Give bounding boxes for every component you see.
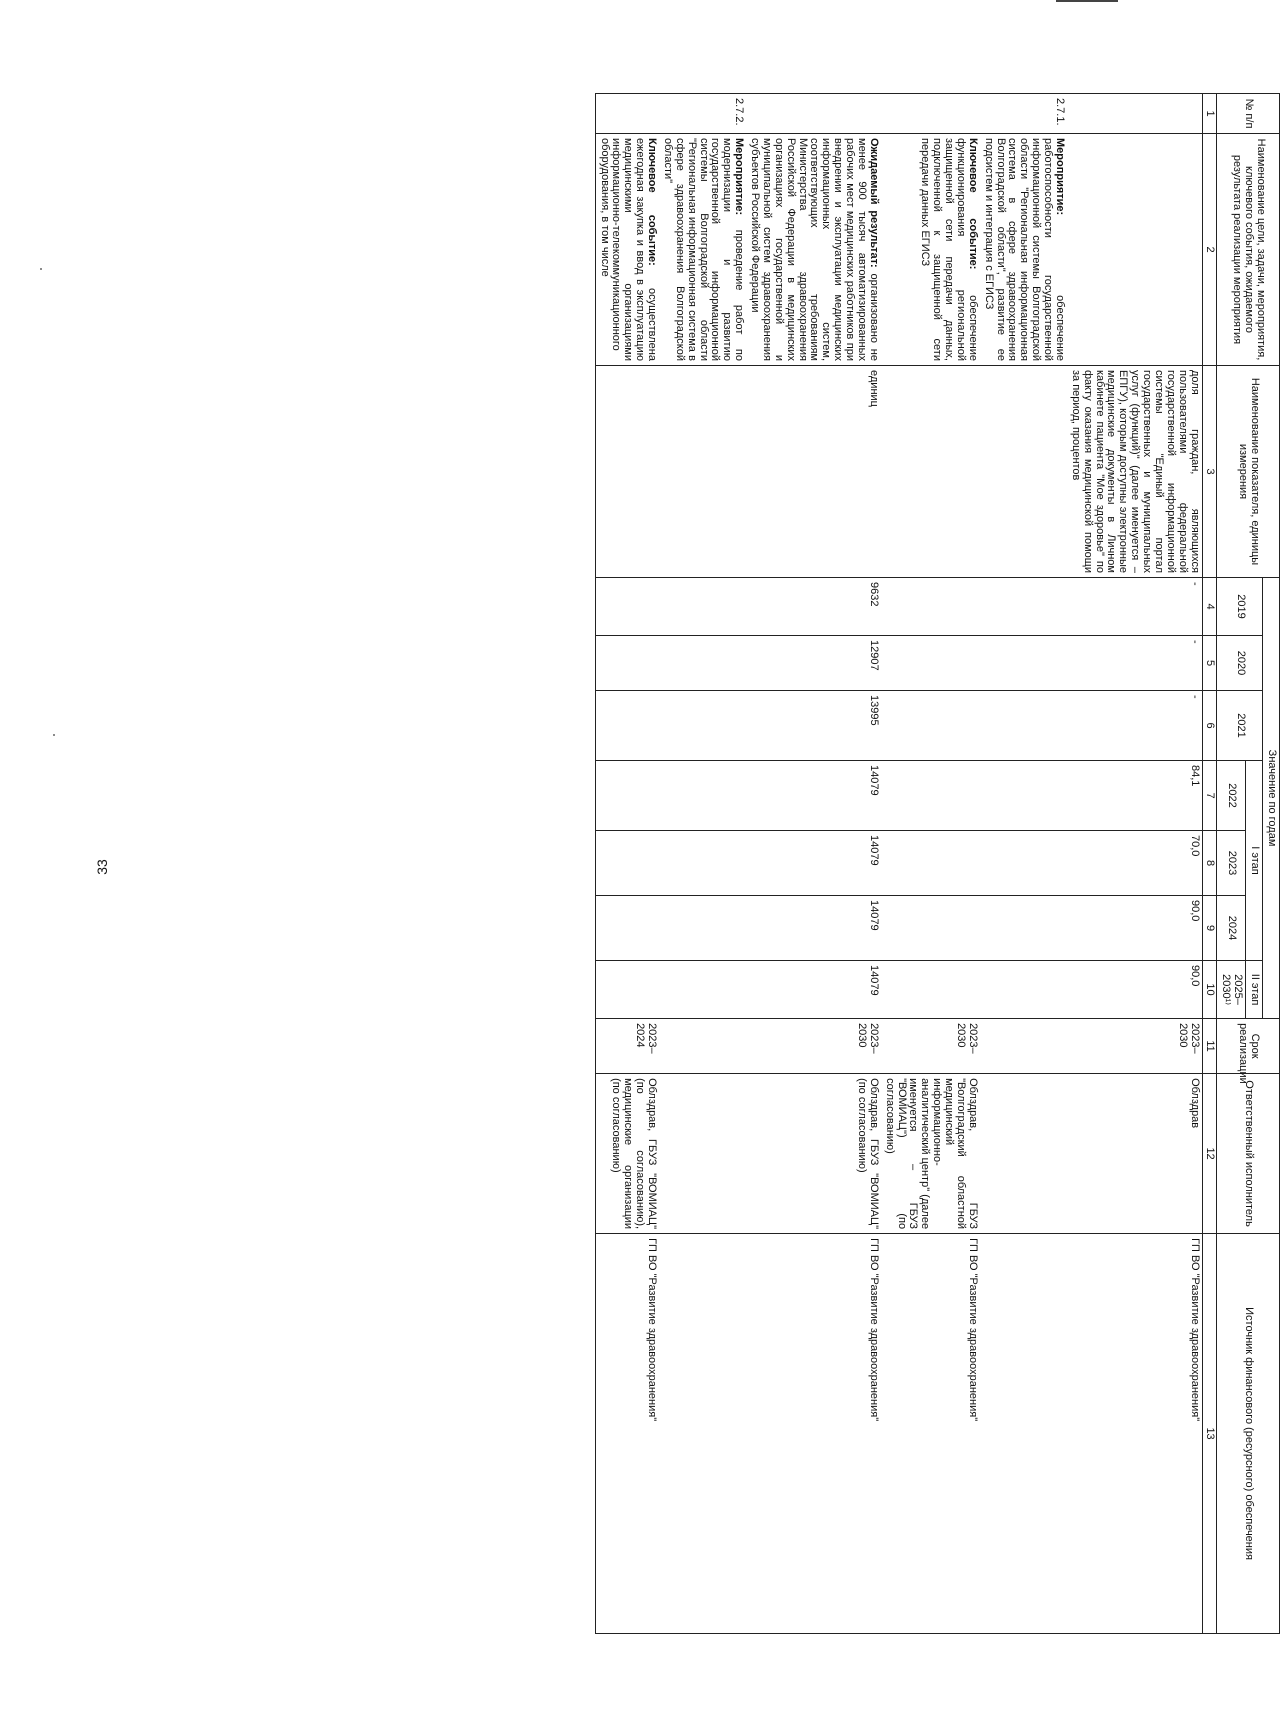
value-2021 [980,691,1067,761]
row-indicator [881,366,980,578]
row-name [1067,134,1202,366]
value-2019 [980,578,1067,636]
column-number: 5 [1202,636,1217,691]
value-2024 [595,896,659,961]
column-number: 1 [1202,94,1217,134]
row-executor: Облздрав [1067,1074,1202,1234]
column-number: 3 [1202,366,1217,578]
row-source [980,1234,1067,1634]
value-2022: 84,1 [1067,761,1202,831]
row-name [881,134,980,366]
value-2024: 14079 [746,896,881,961]
value-2020 [881,636,980,691]
value-2023: 14079 [746,831,881,896]
row-term: 2023–2030 [746,1019,881,1074]
value-2025-2030: 14079 [746,961,881,1019]
row-indicator: единиц [746,366,881,578]
row-name-text: проведение работ по модернизации и развитию государственной информационной системы Волгоградской области "Региональная информационная система в сфере здравоохранения Волгоградской области" [662,138,746,361]
row-name-lead: Мероприятие: [733,138,746,216]
value-2024: 90,0 [1067,896,1202,961]
row-name-lead: Ожидаемый результат: [867,138,880,268]
row-name-text: осуществлена ежегодная закупка и ввод в эксплуатацию медицинскими организациями информационно-телекоммуникационного оборудования, в том числе [598,138,659,361]
value-2019: - [1067,578,1202,636]
col-header-2023: 2023 [1217,831,1246,896]
value-2021 [595,691,659,761]
col-header-term: Срок реализации [1217,1019,1280,1074]
value-2020 [659,636,746,691]
value-2025-2030 [659,961,746,1019]
value-2020 [595,636,659,691]
value-2023 [980,831,1067,896]
row-name [595,134,659,366]
column-number: 4 [1202,578,1217,636]
value-2025-2030 [595,961,659,1019]
row-name [659,134,746,366]
value-2024 [659,896,746,961]
column-number: 11 [1202,1019,1217,1074]
value-2022 [595,761,659,831]
page-number: 33 [94,859,110,875]
row-term: 2023–2030 [1067,1019,1202,1074]
value-2019: 9632 [746,578,881,636]
row-name-lead: Мероприятие: [1054,138,1066,216]
row-executor: Облздрав, ГБУЗ "ВОМИАЦ" (по согласованию) [746,1074,881,1234]
row-source [659,1234,746,1634]
col-header-indicator: Наименование показателя, единицы измерения [1217,366,1280,578]
row-executor [980,1074,1067,1234]
program-table [595,93,1280,1634]
column-number-row [1202,94,1217,1634]
col-header-2020: 2020 [1217,636,1263,691]
row-indicator [980,366,1067,578]
scan-speck [40,268,42,270]
column-number: 12 [1202,1074,1217,1234]
row-name-text: организовано не менее 900 тысяч автоматизированных рабочих мест медицинских работников при внедрении и эксплуатации медицинских информационных систем, соответствующих требованиям Министерства здравоохранения Российской Федерации в медицинских организациях государственной и муниципальной систем здравоохранения субъектов Российской Федерации [749,138,880,361]
table-row [595,94,659,1634]
col-header-stage2: II этап [1246,961,1263,1019]
col-header-2019: 2019 [1217,578,1263,636]
value-2024 [980,896,1067,961]
row-name-lead: Ключевое событие: [646,138,659,266]
value-2024 [881,896,980,961]
value-2021: 13995 [746,691,881,761]
row-indicator [659,366,746,578]
value-2020: - [1067,636,1202,691]
row-number: 2.7.2. [659,94,746,134]
row-number [746,94,881,134]
value-2023 [881,831,980,896]
row-executor: Облздрав, ГБУЗ "Волгоградский областной медицинский информационно-аналитический центр" (далее именуется – ГБУЗ "ВОМИАЦ") (по согласованию) [881,1074,980,1234]
row-indicator [595,366,659,578]
row-source: ГП ВО "Развитие здравоохранения" [595,1234,659,1634]
value-2021 [659,691,746,761]
column-number: 10 [1202,961,1217,1019]
column-number: 13 [1202,1234,1217,1634]
value-2025-2030 [881,961,980,1019]
value-2021: - [1067,691,1202,761]
col-header-source: Источник финансового (ресурсного) обеспечения [1217,1234,1280,1634]
row-name [746,134,881,366]
row-number [1067,94,1202,134]
column-number: 6 [1202,691,1217,761]
row-executor [659,1074,746,1234]
row-number [595,94,659,134]
value-2022: 14079 [746,761,881,831]
table-row [881,94,980,1634]
row-name-lead: Ключевое событие: [966,138,979,270]
value-2020 [980,636,1067,691]
col-header-stage1: I этап [1246,761,1263,961]
row-executor: Облздрав, ГБУЗ "ВОМИАЦ" (по согласованию), медицинские организации (по согласованию) [595,1074,659,1234]
table-row [980,94,1067,1634]
row-indicator: доля граждан, являющихся пользователями федеральной государственной информационной системы "Единый портал государственных и муниципальных услуг (функций)" (далее именуется – ЕПГУ), которым доступны электронные медицинские документы в Личном кабинете пациента "Мое здоровье" по факту оказания медицинской помощи за период, процентов [1067,366,1202,578]
col-header-executor: Ответственный исполнитель [1217,1074,1280,1234]
table-row [746,94,881,1634]
row-source: ГП ВО "Развитие здравоохранения" [746,1234,881,1634]
value-2019 [595,578,659,636]
value-2019 [881,578,980,636]
col-header-2024: 2024 [1217,896,1246,961]
row-name-text: обеспечение работоспособности государственной информационной системы Волгоградской области "Региональная информационная система в сфере здравоохранения Волгоградской области", развитие ее подсистем и интеграция с ЕГИСЗ [982,138,1066,361]
value-2020: 12907 [746,636,881,691]
table-row [1067,94,1202,1634]
row-term [980,1019,1067,1074]
row-term: 2023–2024 [595,1019,659,1074]
value-2022 [980,761,1067,831]
row-term: 2023–2030 [881,1019,980,1074]
col-header-2022: 2022 [1217,761,1246,831]
col-header-values-by-year: Значение по годам [1263,578,1280,1019]
table-row [659,94,746,1634]
row-number: 2.7.1. [980,94,1067,134]
row-name [980,134,1067,366]
value-2023 [659,831,746,896]
row-source: ГП ВО "Развитие здравоохранения" [1067,1234,1202,1634]
row-number [881,94,980,134]
stray-line [1056,0,1118,2]
column-number: 2 [1202,134,1217,366]
column-number: 8 [1202,831,1217,896]
value-2021 [881,691,980,761]
value-2022 [659,761,746,831]
scan-speck [53,734,55,736]
col-header-no: № п/п [1217,94,1280,134]
row-source: ГП ВО "Развитие здравоохранения" [881,1234,980,1634]
column-number: 9 [1202,896,1217,961]
col-header-stage2-years: 2025–2030¹⁾ [1217,961,1246,1019]
column-number: 7 [1202,761,1217,831]
value-2025-2030: 90,0 [1067,961,1202,1019]
value-2023 [595,831,659,896]
value-2022 [881,761,980,831]
col-header-name: Наименование цели, задачи, мероприятия, ключевого события, ожидаемого результата реализации мероприятия [1217,134,1280,366]
header-row-1 [1263,94,1280,1634]
value-2025-2030 [980,961,1067,1019]
row-term [659,1019,746,1074]
value-2023: 70,0 [1067,831,1202,896]
value-2019 [659,578,746,636]
row-name-text: обеспечение функционирования региональной защищенной сети передачи данных, подключенной к защищенной сети передачи данных ЕГИСЗ [919,138,979,361]
col-header-2021: 2021 [1217,691,1263,761]
rotated-page [140,93,1280,1693]
